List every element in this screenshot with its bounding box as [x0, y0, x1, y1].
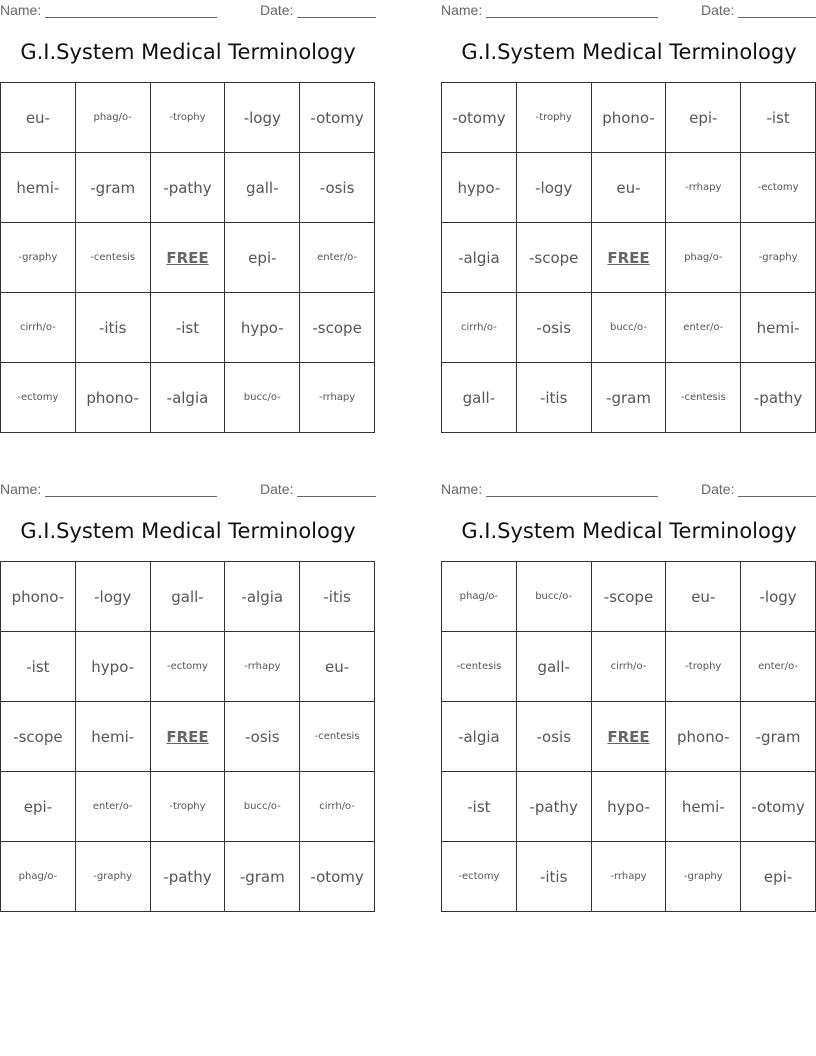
bingo-cell: epi-	[741, 842, 816, 912]
bingo-cell: epi-	[666, 83, 741, 153]
bingo-cell: -scope	[300, 293, 375, 363]
bingo-cell: bucc/o-	[225, 363, 300, 433]
free-space-cell: FREE	[592, 702, 667, 772]
bingo-cell: phag/o-	[1, 842, 76, 912]
bingo-cell: phono-	[592, 83, 667, 153]
bingo-cell: -logy	[741, 562, 816, 632]
bingo-cell: hemi-	[76, 702, 151, 772]
bingo-grid	[0, 561, 375, 912]
bingo-cell: -centesis	[666, 363, 741, 433]
bingo-cell: -otomy	[442, 83, 517, 153]
name-blank	[486, 496, 658, 497]
bingo-cell: eu-	[666, 562, 741, 632]
bingo-cell: phag/o-	[442, 562, 517, 632]
bingo-cell: -ist	[442, 772, 517, 842]
bingo-cell: -otomy	[741, 772, 816, 842]
bingo-cell: gall-	[225, 153, 300, 223]
bingo-cell: phono-	[666, 702, 741, 772]
name-blank	[45, 17, 217, 18]
date-label: Date:	[701, 481, 735, 497]
bingo-cell: -centesis	[300, 702, 375, 772]
bingo-cell: hypo-	[225, 293, 300, 363]
bingo-cell: phono-	[76, 363, 151, 433]
bingo-cell: -algia	[442, 702, 517, 772]
bingo-cell: -algia	[151, 363, 226, 433]
bingo-cell: -graphy	[666, 842, 741, 912]
date-label: Date:	[260, 2, 294, 18]
bingo-cell: eu-	[300, 632, 375, 702]
bingo-card	[441, 479, 816, 919]
free-space-cell: FREE	[592, 223, 667, 293]
card-title: G.I.System Medical Terminology	[461, 40, 797, 64]
bingo-cell: -scope	[1, 702, 76, 772]
bingo-cell: -logy	[76, 562, 151, 632]
bingo-cell: -rrhapy	[592, 842, 667, 912]
bingo-grid	[441, 82, 816, 433]
bingo-cell: -graphy	[76, 842, 151, 912]
date-blank	[738, 496, 816, 497]
bingo-cell: -rrhapy	[300, 363, 375, 433]
bingo-cell: -itis	[76, 293, 151, 363]
bingo-cell: epi-	[1, 772, 76, 842]
bingo-cell: phono-	[1, 562, 76, 632]
bingo-cell: epi-	[225, 223, 300, 293]
bingo-grid	[0, 82, 375, 433]
bingo-cell: -osis	[517, 702, 592, 772]
bingo-cell: -trophy	[517, 83, 592, 153]
name-date-line	[0, 480, 376, 498]
bingo-cell: -ectomy	[1, 363, 76, 433]
bingo-cell: hypo-	[442, 153, 517, 223]
bingo-cell: -centesis	[442, 632, 517, 702]
bingo-cell: -itis	[517, 842, 592, 912]
bingo-cell: phag/o-	[666, 223, 741, 293]
bingo-card	[441, 0, 816, 440]
date-label: Date:	[701, 2, 735, 18]
name-label: Name:	[441, 2, 483, 18]
name-date-line	[0, 1, 376, 19]
bingo-cell: eu-	[592, 153, 667, 223]
bingo-cell: -scope	[592, 562, 667, 632]
bingo-cell: -pathy	[517, 772, 592, 842]
bingo-cell: -ectomy	[151, 632, 226, 702]
bingo-cell: -rrhapy	[666, 153, 741, 223]
card-title: G.I.System Medical Terminology	[20, 519, 356, 543]
bingo-cell: -pathy	[151, 153, 226, 223]
bingo-cell: -scope	[517, 223, 592, 293]
date-label: Date:	[260, 481, 294, 497]
bingo-cell: bucc/o-	[225, 772, 300, 842]
bingo-cell: -gram	[76, 153, 151, 223]
bingo-cell: hemi-	[1, 153, 76, 223]
bingo-cell: enter/o-	[76, 772, 151, 842]
bingo-cell: -ist	[741, 83, 816, 153]
bingo-cell: -graphy	[741, 223, 816, 293]
bingo-cell: -itis	[517, 363, 592, 433]
bingo-cell: -trophy	[151, 83, 226, 153]
bingo-cell: cirrh/o-	[1, 293, 76, 363]
name-blank	[486, 17, 658, 18]
name-date-line	[441, 480, 816, 498]
bingo-cell: -graphy	[1, 223, 76, 293]
bingo-cell: hemi-	[666, 772, 741, 842]
bingo-cell: bucc/o-	[592, 293, 667, 363]
bingo-cell: cirrh/o-	[300, 772, 375, 842]
bingo-cell: -otomy	[300, 83, 375, 153]
name-label: Name:	[0, 481, 42, 497]
bingo-cell: -osis	[225, 702, 300, 772]
card-title: G.I.System Medical Terminology	[20, 40, 356, 64]
name-label: Name:	[0, 2, 42, 18]
bingo-cell: -pathy	[741, 363, 816, 433]
bingo-cell: -ectomy	[442, 842, 517, 912]
name-label: Name:	[441, 481, 483, 497]
bingo-cell: -ectomy	[741, 153, 816, 223]
bingo-cell: -trophy	[666, 632, 741, 702]
bingo-cell: hypo-	[76, 632, 151, 702]
date-blank	[297, 17, 376, 18]
bingo-cell: -algia	[442, 223, 517, 293]
bingo-cell: -gram	[225, 842, 300, 912]
bingo-cell: gall-	[517, 632, 592, 702]
bingo-cell: gall-	[151, 562, 226, 632]
name-blank	[45, 496, 217, 497]
bingo-cell: -pathy	[151, 842, 226, 912]
bingo-cell: -osis	[517, 293, 592, 363]
bingo-cell: enter/o-	[666, 293, 741, 363]
bingo-grid	[441, 561, 816, 912]
bingo-cell: -osis	[300, 153, 375, 223]
bingo-cell: -algia	[225, 562, 300, 632]
bingo-card	[0, 0, 376, 440]
date-blank	[297, 496, 376, 497]
bingo-cell: -rrhapy	[225, 632, 300, 702]
bingo-cell: -centesis	[76, 223, 151, 293]
bingo-cell: -gram	[741, 702, 816, 772]
bingo-cell: -itis	[300, 562, 375, 632]
bingo-cell: gall-	[442, 363, 517, 433]
bingo-cell: bucc/o-	[517, 562, 592, 632]
bingo-cell: -ist	[1, 632, 76, 702]
bingo-cell: enter/o-	[741, 632, 816, 702]
bingo-cell: enter/o-	[300, 223, 375, 293]
name-date-line	[441, 1, 816, 19]
bingo-cell: -gram	[592, 363, 667, 433]
bingo-cell: -logy	[225, 83, 300, 153]
bingo-cell: -trophy	[151, 772, 226, 842]
bingo-cell: cirrh/o-	[592, 632, 667, 702]
free-space-cell: FREE	[151, 223, 226, 293]
bingo-cell: eu-	[1, 83, 76, 153]
free-space-cell: FREE	[151, 702, 226, 772]
bingo-card	[0, 479, 376, 919]
card-title: G.I.System Medical Terminology	[461, 519, 797, 543]
bingo-cell: cirrh/o-	[442, 293, 517, 363]
date-blank	[738, 17, 816, 18]
bingo-cell: -otomy	[300, 842, 375, 912]
bingo-cell: hypo-	[592, 772, 667, 842]
bingo-cell: phag/o-	[76, 83, 151, 153]
bingo-cell: -logy	[517, 153, 592, 223]
bingo-cell: -ist	[151, 293, 226, 363]
bingo-cell: hemi-	[741, 293, 816, 363]
